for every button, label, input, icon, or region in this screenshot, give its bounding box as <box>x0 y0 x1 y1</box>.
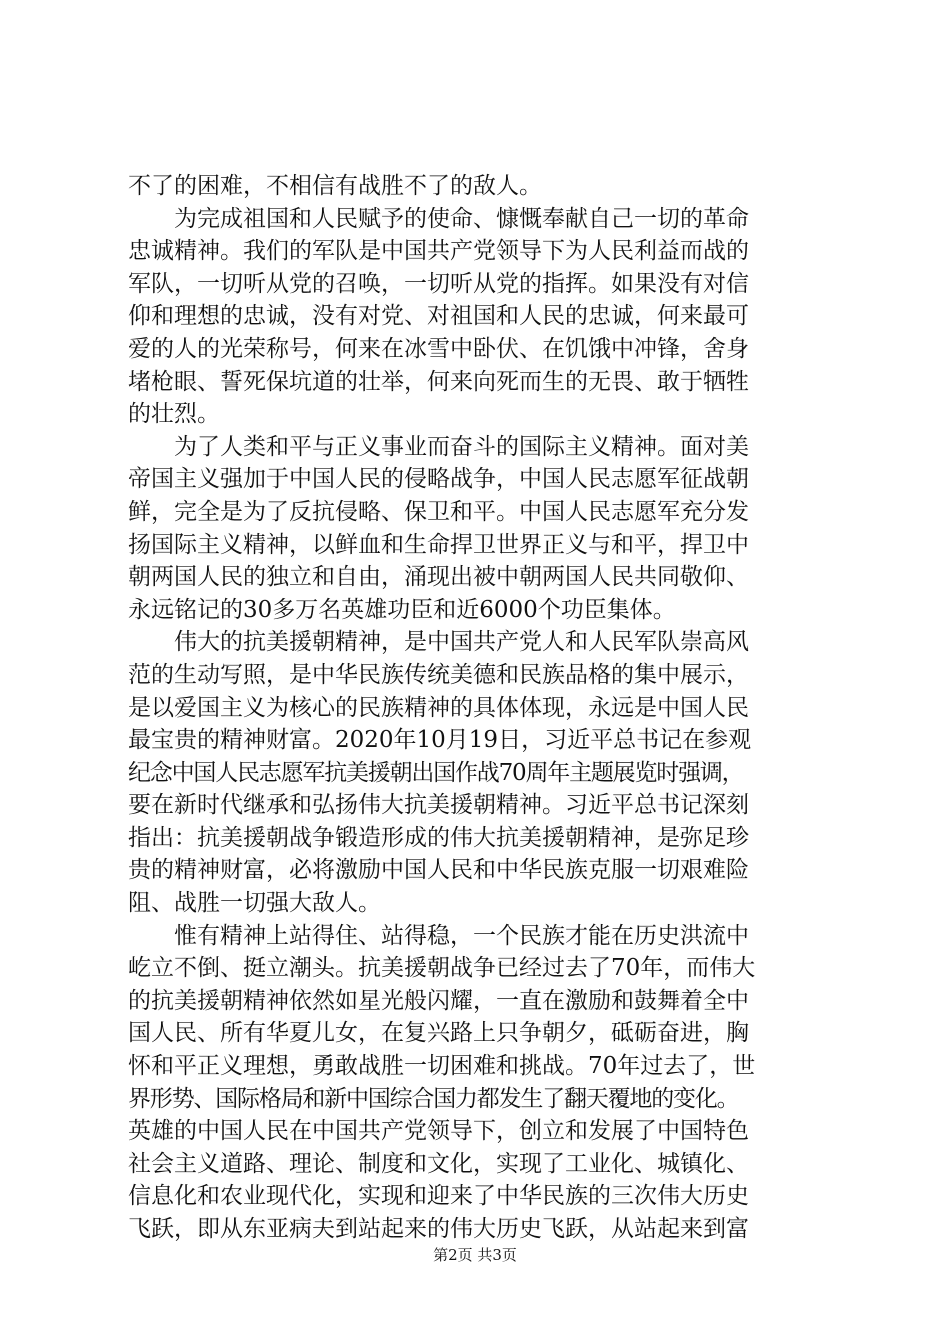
text-line: 鲜，完全是为了反抗侵略、保卫和平。中国人民志愿军充分发 <box>128 498 749 525</box>
text-line: 怀和平正义理想，勇敢战胜一切困难和挑战。70年过去了，世 <box>128 1053 756 1080</box>
text-line: 是以爱国主义为核心的民族精神的具体体现，永远是中国人民 <box>128 694 749 721</box>
paragraph-first-line: 伟大的抗美援朝精神，是中国共产党人和人民军队崇高风 <box>174 629 749 656</box>
text-line: 扬国际主义精神，以鲜血和生命捍卫世界正义与和平，捍卫中 <box>128 531 749 558</box>
text-line: 永远铭记的30多万名英雄功臣和近6000个功臣集体。 <box>128 596 676 623</box>
text-line: 最宝贵的精神财富。2020年10月19日，习近平总书记在参观 <box>128 727 752 754</box>
text-line: 要在新时代继承和弘扬伟大抗美援朝精神。习近平总书记深刻 <box>128 792 749 819</box>
text-line: 朝两国人民的独立和自由，涌现出被中朝两国人民共同敬仰、 <box>128 564 749 591</box>
text-line: 社会主义道路、理论、制度和文化，实现了工业化、城镇化、 <box>128 1150 749 1177</box>
text-line: 屹立不倒、挺立潮头。抗美援朝战争已经过去了70年，而伟大 <box>128 955 756 982</box>
text-line: 仰和理想的忠诚，没有对党、对祖国和人民的忠诚，何来最可 <box>128 303 749 330</box>
text-line: 军队，一切听从党的召唤，一切听从党的指挥。如果没有对信 <box>128 270 749 297</box>
paragraph-first-line: 为了人类和平与正义事业而奋斗的国际主义精神。面对美 <box>174 433 749 460</box>
text-line: 英雄的中国人民在中国共产党领导下，创立和发展了中国特色 <box>128 1118 749 1145</box>
text-line: 纪念中国人民志愿军抗美援朝出国作战70周年主题展览时强调， <box>128 759 744 786</box>
page-footer: 第2页 共3页 <box>433 1246 517 1264</box>
text-line: 不了的困难，不相信有战胜不了的敌人。 <box>128 173 542 199</box>
text-line: 界形势、国际格局和新中国综合国力都发生了翻天覆地的变化。 <box>128 1085 739 1112</box>
text-line: 信息化和农业现代化，实现和迎来了中华民族的三次伟大历史 <box>128 1183 749 1210</box>
paragraph-first-line: 惟有精神上站得住、站得稳，一个民族才能在历史洪流中 <box>174 922 749 949</box>
paragraph-first-line: 为完成祖国和人民赋予的使命、慷慨奉献自己一切的革命 <box>174 205 749 232</box>
text-line: 范的生动写照，是中华民族传统美德和民族品格的集中展示， <box>128 661 749 688</box>
text-line: 贵的精神财富，必将激励中国人民和中华民族克服一切艰难险 <box>128 857 749 884</box>
text-line: 堵枪眼、誓死保坑道的壮举，何来向死而生的无畏、敢于牺牲 <box>128 368 749 395</box>
text-line: 爱的人的光荣称号，何来在冰雪中卧伏、在饥饿中冲锋，舍身 <box>128 335 749 362</box>
text-line: 国人民、所有华夏儿女，在复兴路上只争朝夕，砥砺奋进，胸 <box>128 1020 749 1047</box>
text-line: 忠诚精神。我们的军队是中国共产党领导下为人民利益而战的 <box>128 238 749 265</box>
text-line: 的抗美援朝精神依然如星光般闪耀，一直在激励和鼓舞着全中 <box>128 987 749 1014</box>
text-line: 指出：抗美援朝战争锻造形成的伟大抗美援朝精神，是弥足珍 <box>128 824 749 851</box>
text-line: 帝国主义强加于中国人民的侵略战争，中国人民志愿军征战朝 <box>128 466 749 493</box>
text-line: 飞跃，即从东亚病夫到站起来的伟大历史飞跃，从站起来到富 <box>128 1216 749 1242</box>
text-line: 阻、战胜一切强大敌人。 <box>128 890 381 917</box>
text-line: 的壮烈。 <box>128 401 220 428</box>
body-text <box>128 170 838 1246</box>
